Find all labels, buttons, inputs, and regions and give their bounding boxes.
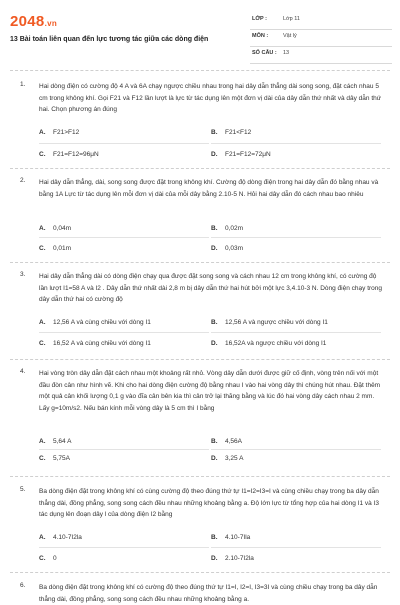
meta-value: 13: [283, 50, 290, 56]
option-b[interactable]: [211, 225, 243, 232]
option-text: 12,56 A và ngược chiều với dòng I1: [225, 319, 328, 326]
question-text: Hai vòng tròn dây dẫn đặt cách nhau một khoảng rất nhỏ. Vòng dây dẫn dưới được giữ cố định, vòng trên nối với một đầu đòn cân như hình vẽ. Khi cho hai dòng điện cường độ bằng nhau I vào hai vòng dây thì chúng hút nhau. Đặt thêm một quả cân khối lượng 0,1 g vào đĩa cân bên kia thì cân trở lại thăng bằng và lúc đó hai vòng dây cách nhau 2 mm. Lấy g=10m/s2. Nếu bán kính mỗi vòng dây là 5 cm thì I bằng: [39, 370, 381, 412]
meta-label: LỚP :: [252, 16, 267, 22]
option-text: F21=F12=72μN: [225, 151, 271, 158]
option-separator: [211, 449, 381, 450]
option-a[interactable]: [39, 319, 151, 326]
option-text: 0,01m: [53, 245, 72, 252]
meta-row-count: [250, 47, 392, 64]
option-separator: [39, 547, 209, 548]
header-divider: [10, 70, 390, 71]
option-a[interactable]: [39, 534, 82, 541]
logo-suffix: .vn: [44, 19, 58, 28]
option-letter: A.: [39, 225, 46, 232]
option-text: F21>F12: [53, 129, 80, 136]
meta-row-subject: [250, 30, 392, 47]
question-number: 2.: [20, 177, 26, 184]
option-b[interactable]: [211, 319, 328, 326]
option-letter: D.: [211, 340, 218, 347]
logo-main: 2048: [10, 13, 45, 30]
option-letter: B.: [211, 225, 218, 232]
document-header: [0, 0, 400, 64]
option-text: 2.10-7I2la: [225, 555, 254, 562]
option-separator: [39, 332, 209, 333]
option-text: 16,52A và ngược chiều với dòng I1: [225, 340, 327, 347]
option-d[interactable]: [211, 455, 243, 462]
option-letter: C.: [39, 151, 46, 158]
option-d[interactable]: [211, 555, 254, 562]
option-a[interactable]: [39, 225, 71, 232]
question-number: 1.: [20, 81, 26, 88]
option-c[interactable]: [39, 245, 71, 252]
option-separator: [39, 143, 209, 144]
meta-label: SỐ CÂU :: [252, 50, 277, 56]
option-letter: A.: [39, 319, 46, 326]
option-letter: B.: [211, 129, 218, 136]
document-meta: [250, 13, 392, 64]
option-letter: D.: [211, 151, 218, 158]
question-divider: [10, 476, 390, 477]
option-letter: D.: [211, 455, 218, 462]
option-c[interactable]: [39, 455, 70, 462]
question-text: Hai dây dẫn thẳng, dài, song song được đặt trong không khí. Cường độ dòng điện trong hai dây dẫn đó bằng nhau và bằng 1A Lực từ tác dụng lên mỗi đơn vị dài của mỗi dây bằng 2.10-5 N. Hỏi hai dây dẫn đó cách nhau bao nhiêu: [39, 179, 379, 198]
option-separator: [211, 547, 381, 548]
option-letter: B.: [211, 438, 218, 445]
option-d[interactable]: [211, 340, 326, 347]
option-separator: [211, 237, 381, 238]
option-letter: D.: [211, 555, 218, 562]
option-text: 5,64 A: [53, 438, 72, 445]
option-letter: A.: [39, 129, 46, 136]
question-divider: [10, 262, 390, 263]
option-letter: C.: [39, 455, 46, 462]
option-a[interactable]: [39, 438, 71, 445]
option-letter: B.: [211, 534, 218, 541]
option-text: 4,56A: [225, 438, 242, 445]
question-text: Hai dây dẫn thẳng dài có dòng điện chạy qua được đặt song song và cách nhau 12 cm trong không khí, có cường độ lần lượt I1=58 A và I2 . Dây dẫn thứ nhất dài 2,8 m bị dây dẫn thứ hai hút bởi một lực 3,4.10-3 N. Dòng điện chạy trong dây dẫn thứ hai có cường độ: [39, 273, 383, 304]
option-d[interactable]: [211, 245, 243, 252]
option-a[interactable]: [39, 129, 79, 136]
option-separator: [39, 449, 209, 450]
option-separator: [211, 143, 381, 144]
question-number: 6.: [20, 582, 26, 589]
option-d[interactable]: [211, 151, 271, 158]
option-separator: [211, 332, 381, 333]
option-text: F21<F12: [225, 129, 252, 136]
question-divider: [10, 168, 390, 169]
option-text: 3,25 A: [225, 455, 244, 462]
meta-value: Vật lý: [283, 33, 297, 39]
question-divider: [10, 572, 390, 573]
question-number: 3.: [20, 271, 26, 278]
option-letter: B.: [211, 319, 218, 326]
option-text: 0: [53, 555, 57, 562]
option-letter: A.: [39, 438, 46, 445]
option-text: 0,04m: [53, 225, 72, 232]
option-c[interactable]: [39, 151, 99, 158]
option-text: 4.10-7I2la: [53, 534, 82, 541]
question-divider: [10, 359, 390, 360]
option-text: 12,56 A và cùng chiều với dòng I1: [53, 319, 151, 326]
option-text: 16,52 A và cùng chiều với dòng I1: [53, 340, 151, 347]
site-logo[interactable]: [10, 13, 57, 30]
question-text: Ba dòng điện đặt trong không khí có cường độ theo đúng thứ tự I1=I, I2=I, I3=3I và cùng chiều chạy trong ba dây dẫn thẳng dài, đồng phẳng, song song cách đều nhau những khoảng bằng a.: [39, 584, 378, 603]
option-b[interactable]: [211, 534, 250, 541]
meta-label: MÔN :: [252, 33, 269, 39]
option-b[interactable]: [211, 438, 242, 445]
option-c[interactable]: [39, 340, 151, 347]
option-b[interactable]: [211, 129, 251, 136]
meta-value: Lớp 11: [283, 16, 300, 22]
option-c[interactable]: [39, 555, 57, 562]
option-separator: [39, 237, 209, 238]
option-text: F21=F12=96μN: [53, 151, 99, 158]
option-letter: A.: [39, 534, 46, 541]
question-text: Ba dòng điện đặt trong không khí có cùng cường độ theo đúng thứ tự I1=I2=I3=I và cùng chiều chạy trong ba dây dẫn thẳng dài, đồng phẳng, song song cách đều nhau những khoảng bằng a. Độ lớn lực từ tổng hợp của hai dòng I1 và I3 tác dụng lên đoạn dây l của dòng điện I2 bằng: [39, 488, 379, 519]
option-letter: C.: [39, 340, 46, 347]
question-text: Hai dòng điện có cường độ 4 A và 6A chạy ngược chiều nhau trong hai dây dẫn thẳng dài song song, đặt cách nhau 5 cm trong không khí. Gọi F21 và F12 lần lượt là lực từ tác dụng lên một đơn vị dài của dây dẫn thứ nhất và dây dẫn thứ hai. Chọn phương án đúng: [39, 83, 382, 114]
option-letter: C.: [39, 555, 46, 562]
question-number: 4.: [20, 368, 26, 375]
option-text: 5,75A: [53, 455, 70, 462]
option-text: 0,02m: [225, 225, 244, 232]
question-number: 5.: [20, 486, 26, 493]
option-text: 0,03m: [225, 245, 244, 252]
document-title: 13 Bài toán liên quan đến lực tương tác giữa các dòng điện: [10, 36, 209, 43]
option-letter: C.: [39, 245, 46, 252]
option-letter: D.: [211, 245, 218, 252]
option-text: 4.10-7Ila: [225, 534, 251, 541]
meta-row-class: [250, 13, 392, 30]
